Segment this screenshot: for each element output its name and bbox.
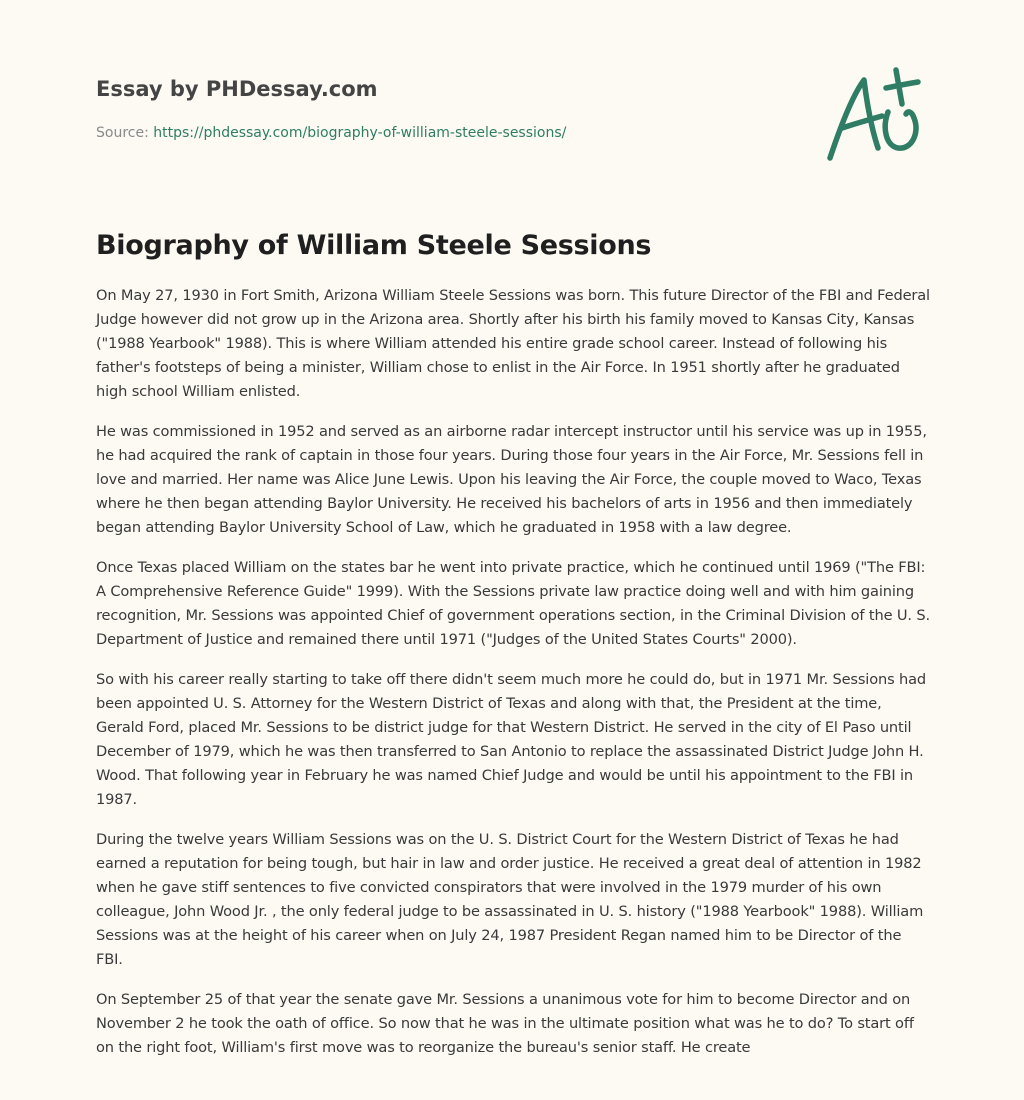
essay-paragraph: So with his career really starting to take off there didn't seem much more he could do, but in 1971 Mr. Sessions had been appointed U. S. Attorney for the Western District of Texas and along with that, the President at the time, Gerald Ford, placed Mr. Sessions to be district judge for that Western District. He served in the city of El Paso until December of 1979, which he was then transferred to San Antonio to replace the assassinated District Judge John H. Wood. That following year in February he was named Chief Judge and would be until his appointment to the FBI in 1987. — [96, 671, 927, 808]
source-label: Source: — [96, 125, 154, 141]
essay-paragraph: During the twelve years William Sessions was on the U. S. District Court for the Western District of Texas he had earned a reputation for being tough, but hair in law and order justice. He received a great deal of attention in 1982 when he gave stiff sentences to five convicted conspirators that were involved in the 1979 murder of his own colleague, John Wood Jr. , the only federal judge to be assassinated in U. S. history ("1988 Yearbook" 1988). William Sessions was at the height of his career when on July 24, 1987 President Regan named him to be Director of the FBI. — [96, 831, 924, 968]
essay-paragraph: On September 25 of that year the senate gave Mr. Sessions a unanimous vote for him to become Director and on November 2 he took the oath of office. So now that he was in the ultimate position what was he to do? To start off on the right foot, William's first move was to reorganize the bureau's senior staff. He create — [96, 991, 914, 1056]
a-plus-grade-icon — [820, 66, 932, 166]
site-title: Essay by PHDessay.com — [96, 77, 378, 101]
source-line — [96, 123, 796, 143]
essay-paragraph: Once Texas placed William on the states bar he went into private practice, which he continued until 1969 ("The FBI: A Comprehensive Reference Guide" 1999). With the Sessions private law practice doing well and with him gaining recognition, Mr. Sessions was appointed Chief of government operations section, in the Criminal Division of the U. S. Department of Justice and remained there until 1971 ("Judges of the United States Courts" 2000). — [96, 559, 930, 648]
essay-body — [96, 284, 932, 1076]
page-header — [96, 74, 796, 143]
essay-paragraph: He was commissioned in 1952 and served as an airborne radar intercept instructor until his service was up in 1955, he had acquired the rank of captain in those four years. During those four years in the Air Force, Mr. Sessions fell in love and married. Her name was Alice June Lewis. Upon his leaving the Air Force, the couple moved to Waco, Texas where he then began attending Baylor University. He received his bachelors of arts in 1956 and then immediately began attending Baylor University School of Law, which he graduated in 1958 with a law degree. — [96, 423, 927, 536]
source-link[interactable]: https://phdessay.com/biography-of-william-steele-sessions/ — [153, 125, 567, 141]
essay-paragraph: On May 27, 1930 in Fort Smith, Arizona William Steele Sessions was born. This future Director of the FBI and Federal Judge however did not grow up in the Arizona area. Shortly after his birth his family moved to Kansas City, Kansas ("1988 Yearbook" 1988). This is where William attended his entire grade school career. Instead of following his father's footsteps of being a minister, William chose to enlist in the Air Force. In 1951 shortly after he graduated high school William enlisted. — [96, 287, 930, 400]
essay-title: Biography of William Steele Sessions — [96, 230, 652, 261]
